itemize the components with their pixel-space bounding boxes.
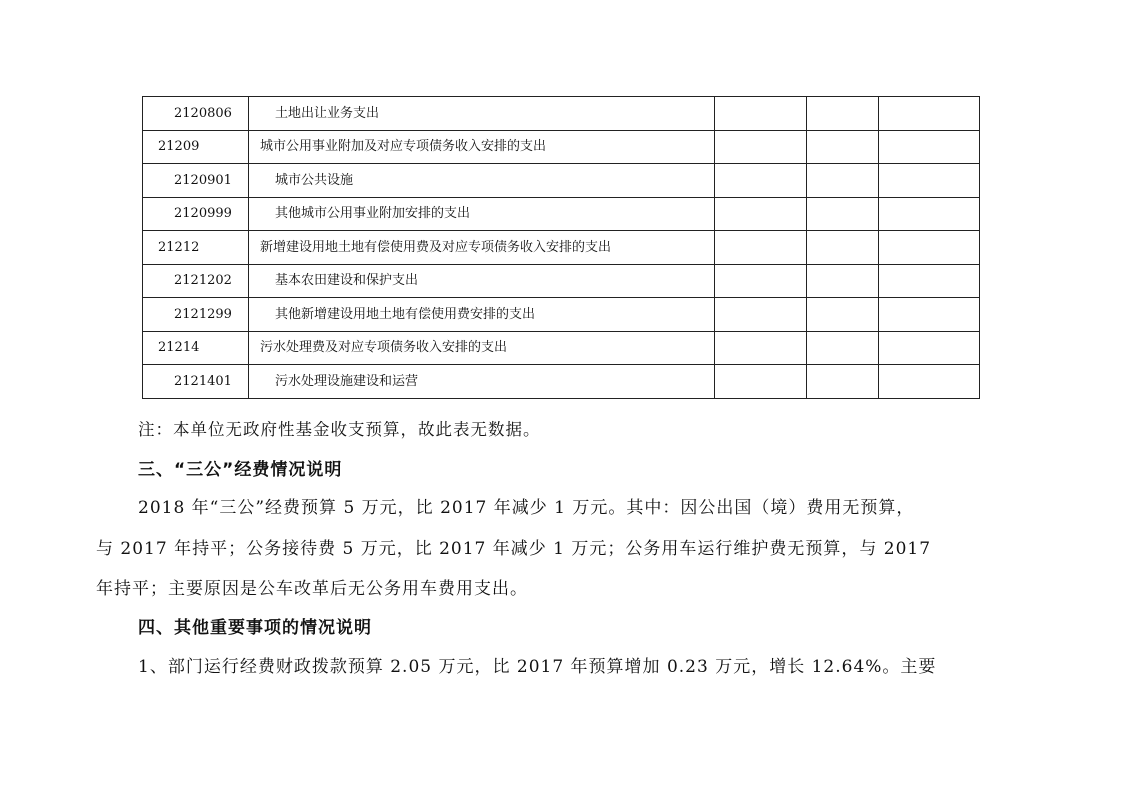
subject-name-cell: 其他新增建设用地土地有偿使用费安排的支出 xyxy=(249,298,715,332)
table-row xyxy=(143,197,980,231)
section-3-paragraph-line-3: 年持平；主要原因是公车改革后无公务用车费用支出。 xyxy=(96,579,528,599)
section-3-paragraph-line-2: 与 2017 年持平；公务接待费 5 万元，比 2017 年减少 1 万元；公务用车运行维护费无预算，与 2017 xyxy=(96,539,932,559)
subject-code-cell: 2120999 xyxy=(143,197,249,231)
subject-code-cell: 21209 xyxy=(143,130,249,164)
subject-code-cell: 2120806 xyxy=(143,97,249,131)
amount-cell xyxy=(715,231,807,265)
section-4-heading: 四、其他重要事项的情况说明 xyxy=(138,618,372,638)
amount-cell xyxy=(807,331,879,365)
subject-name-cell: 基本农田建设和保护支出 xyxy=(249,264,715,298)
amount-cell xyxy=(879,264,980,298)
amount-cell xyxy=(879,164,980,198)
amount-cell xyxy=(715,264,807,298)
amount-cell xyxy=(807,264,879,298)
subject-code-cell: 21212 xyxy=(143,231,249,265)
amount-cell xyxy=(879,130,980,164)
table-body xyxy=(143,97,980,399)
table-row xyxy=(143,331,980,365)
amount-cell xyxy=(807,164,879,198)
amount-cell xyxy=(715,97,807,131)
subject-code-cell: 2121299 xyxy=(143,298,249,332)
subject-name-cell: 土地出让业务支出 xyxy=(249,97,715,131)
amount-cell xyxy=(807,197,879,231)
amount-cell xyxy=(715,164,807,198)
amount-cell xyxy=(715,197,807,231)
amount-cell xyxy=(715,130,807,164)
subject-code-cell: 2121202 xyxy=(143,264,249,298)
amount-cell xyxy=(807,298,879,332)
amount-cell xyxy=(807,365,879,399)
amount-cell xyxy=(879,197,980,231)
subject-name-cell: 城市公用事业附加及对应专项债务收入安排的支出 xyxy=(249,130,715,164)
table-row xyxy=(143,231,980,265)
subject-name-cell: 污水处理设施建设和运营 xyxy=(249,365,715,399)
amount-cell xyxy=(879,97,980,131)
amount-cell xyxy=(715,331,807,365)
amount-cell xyxy=(879,231,980,265)
table-row xyxy=(143,298,980,332)
amount-cell xyxy=(807,97,879,131)
subject-code-cell: 2120901 xyxy=(143,164,249,198)
table-row xyxy=(143,164,980,198)
amount-cell xyxy=(807,231,879,265)
amount-cell xyxy=(879,331,980,365)
amount-cell xyxy=(715,298,807,332)
subject-name-cell: 其他城市公用事业附加安排的支出 xyxy=(249,197,715,231)
subject-name-cell: 新增建设用地土地有偿使用费及对应专项债务收入安排的支出 xyxy=(249,231,715,265)
section-4-paragraph-line-1: 1、部门运行经费财政拨款预算 2.05 万元，比 2017 年预算增加 0.23 万元，增长 12.64%。主要 xyxy=(138,657,937,677)
section-3-paragraph-line-1: 2018 年“三公”经费预算 5 万元，比 2017 年减少 1 万元。其中：因公出国（境）费用无预算， xyxy=(138,498,915,518)
table-row xyxy=(143,264,980,298)
amount-cell xyxy=(879,365,980,399)
subject-name-cell: 污水处理费及对应专项债务收入安排的支出 xyxy=(249,331,715,365)
amount-cell xyxy=(807,130,879,164)
table-row xyxy=(143,130,980,164)
table-row xyxy=(143,365,980,399)
table-note: 注：本单位无政府性基金收支预算，故此表无数据。 xyxy=(138,420,541,439)
fund-budget-table xyxy=(142,96,980,399)
subject-name-cell: 城市公共设施 xyxy=(249,164,715,198)
subject-code-cell: 2121401 xyxy=(143,365,249,399)
subject-code-cell: 21214 xyxy=(143,331,249,365)
section-3-heading: 三、“三公”经费情况说明 xyxy=(138,460,343,480)
amount-cell xyxy=(715,365,807,399)
amount-cell xyxy=(879,298,980,332)
table-row xyxy=(143,97,980,131)
